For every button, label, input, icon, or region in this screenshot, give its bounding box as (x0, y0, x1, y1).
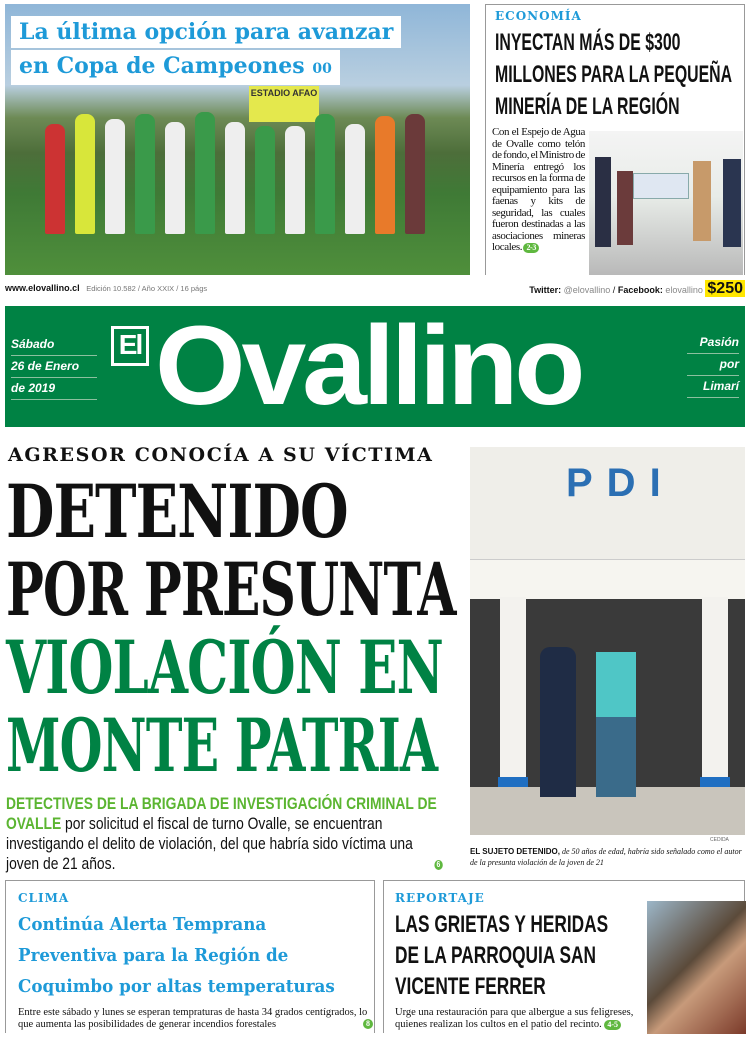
masthead-slogan (687, 332, 739, 398)
caption-text: de 50 años de edad, habría sido señalado como el autor de la presunta violación de la joven de 21 (470, 847, 742, 867)
headline-line: DE LA PARROQUIA SAN (395, 942, 596, 969)
stadium-sign: ESTADIO AFAO (249, 86, 319, 122)
day: Sábado (11, 334, 97, 356)
photo-caption (470, 846, 746, 868)
page-ref: 4-5 (604, 1020, 621, 1030)
main-kicker: AGRESOR CONOCÍA A SU VÍCTIMA (8, 444, 434, 466)
church-statue-photo[interactable] (647, 901, 746, 1034)
slogan-word: Pasión (687, 332, 739, 354)
deck-highlight: DETECTIVES DE LA BRIGADA DE INVESTIGACIÓN CRIMINAL DE OVALLE (6, 795, 437, 833)
headline-line: MILLONES PARA LA PEQUEÑA (495, 61, 733, 88)
reportaje-headline[interactable] (395, 909, 643, 1002)
edition-info: Edición 10.582 / Año XXIX / 16 págs (86, 284, 208, 293)
price-badge: $250 (707, 280, 743, 297)
date: 26 de Enero (11, 356, 97, 378)
clima-story[interactable] (5, 880, 375, 1033)
website-link[interactable]: www.elovallino.cl (5, 283, 80, 293)
clima-body (18, 1007, 373, 1030)
slogan-word: por (687, 354, 739, 376)
body-text: Urge una restauración para que albergue a sus feligreses, quienes realizan los cultos en el patio del recinto. (395, 1007, 634, 1030)
page-ref: 6 (434, 860, 443, 870)
slogan-word: Limarí (687, 376, 739, 398)
separator: / (612, 285, 616, 295)
main-headline-line[interactable]: DETENIDO (6, 469, 348, 556)
headline-text: en Copa de Campeones (19, 53, 305, 79)
twitter-handle[interactable]: @elovallino (563, 285, 611, 295)
mining-ceremony-photo[interactable] (589, 131, 743, 275)
pdi-sign: PDI (566, 461, 675, 505)
soccer-team-photo[interactable] (5, 4, 470, 275)
main-headline-line[interactable]: MONTE PATRIA (6, 703, 438, 790)
page-ref: 2-3 (523, 243, 538, 253)
section-label: CLIMA (18, 891, 70, 905)
pdi-arrest-photo[interactable] (470, 447, 745, 835)
headline-line: MINERÍA DE LA REGIÓN (495, 93, 680, 120)
twitter-label: Twitter: (529, 285, 562, 295)
main-deck (6, 794, 443, 874)
headline-line: Continúa Alerta Temprana (18, 914, 267, 935)
headline-line: LAS GRIETAS Y HERIDAS (395, 911, 609, 938)
headline-line: Preventiva para la Región de (18, 945, 289, 966)
edition-info-bar (5, 280, 745, 299)
facebook-handle[interactable]: elovallino (665, 285, 703, 295)
body-text: Entre este sábado y lunes se esperan tempraturas de hasta 34 grados centígrados, lo que aumenta las posibilidades de generar incendios forestales (18, 1007, 368, 1030)
section-label: ECONOMÍA (495, 9, 582, 23)
main-headline-line[interactable]: POR PRESUNTA (6, 547, 456, 634)
masthead[interactable] (5, 306, 745, 427)
reportaje-story[interactable] (383, 880, 745, 1033)
headline-line: Coquimbo por altas temperaturas (18, 976, 335, 997)
year: de 2019 (11, 378, 97, 400)
page-ref: 00 (312, 61, 332, 77)
photo-credit: CEDIDA (710, 837, 729, 843)
reportaje-body (395, 1007, 645, 1030)
headline-line: VICENTE FERRER (395, 973, 546, 1000)
logo-el: El (111, 326, 149, 366)
caption-lead: EL SUJETO DETENIDO, (470, 847, 560, 856)
deck-text: por solicitud el fiscal de turno Ovalle, se encuentran investigando el delito de violación, del que habría sido víctima una joven de 21 años. (6, 815, 413, 873)
logo-name: Ovallino (155, 306, 582, 427)
economy-body: Con el Espejo de Agua de Ovalle como telón de fondo, el Ministro de Minería entregó los recursos en la forma de equipamiento para las faenas y kits de seguridad, las cuales fueron destinadas a las asociaciones mineras locales. (492, 126, 585, 253)
top-headline-line1[interactable]: La última opción para avanzar (11, 16, 401, 48)
section-label: REPORTAJE (395, 891, 485, 905)
top-headline-line2[interactable] (11, 50, 340, 85)
economy-story[interactable] (485, 4, 745, 275)
masthead-date (11, 334, 97, 400)
economy-headline[interactable] (495, 27, 740, 123)
main-headline-line[interactable]: VIOLACIÓN EN (6, 625, 443, 712)
facebook-label: Facebook: (617, 285, 663, 295)
clima-headline[interactable] (18, 909, 335, 1002)
page-ref: 8 (363, 1019, 373, 1029)
headline-line: INYECTAN MÁS DE $300 (495, 29, 681, 56)
